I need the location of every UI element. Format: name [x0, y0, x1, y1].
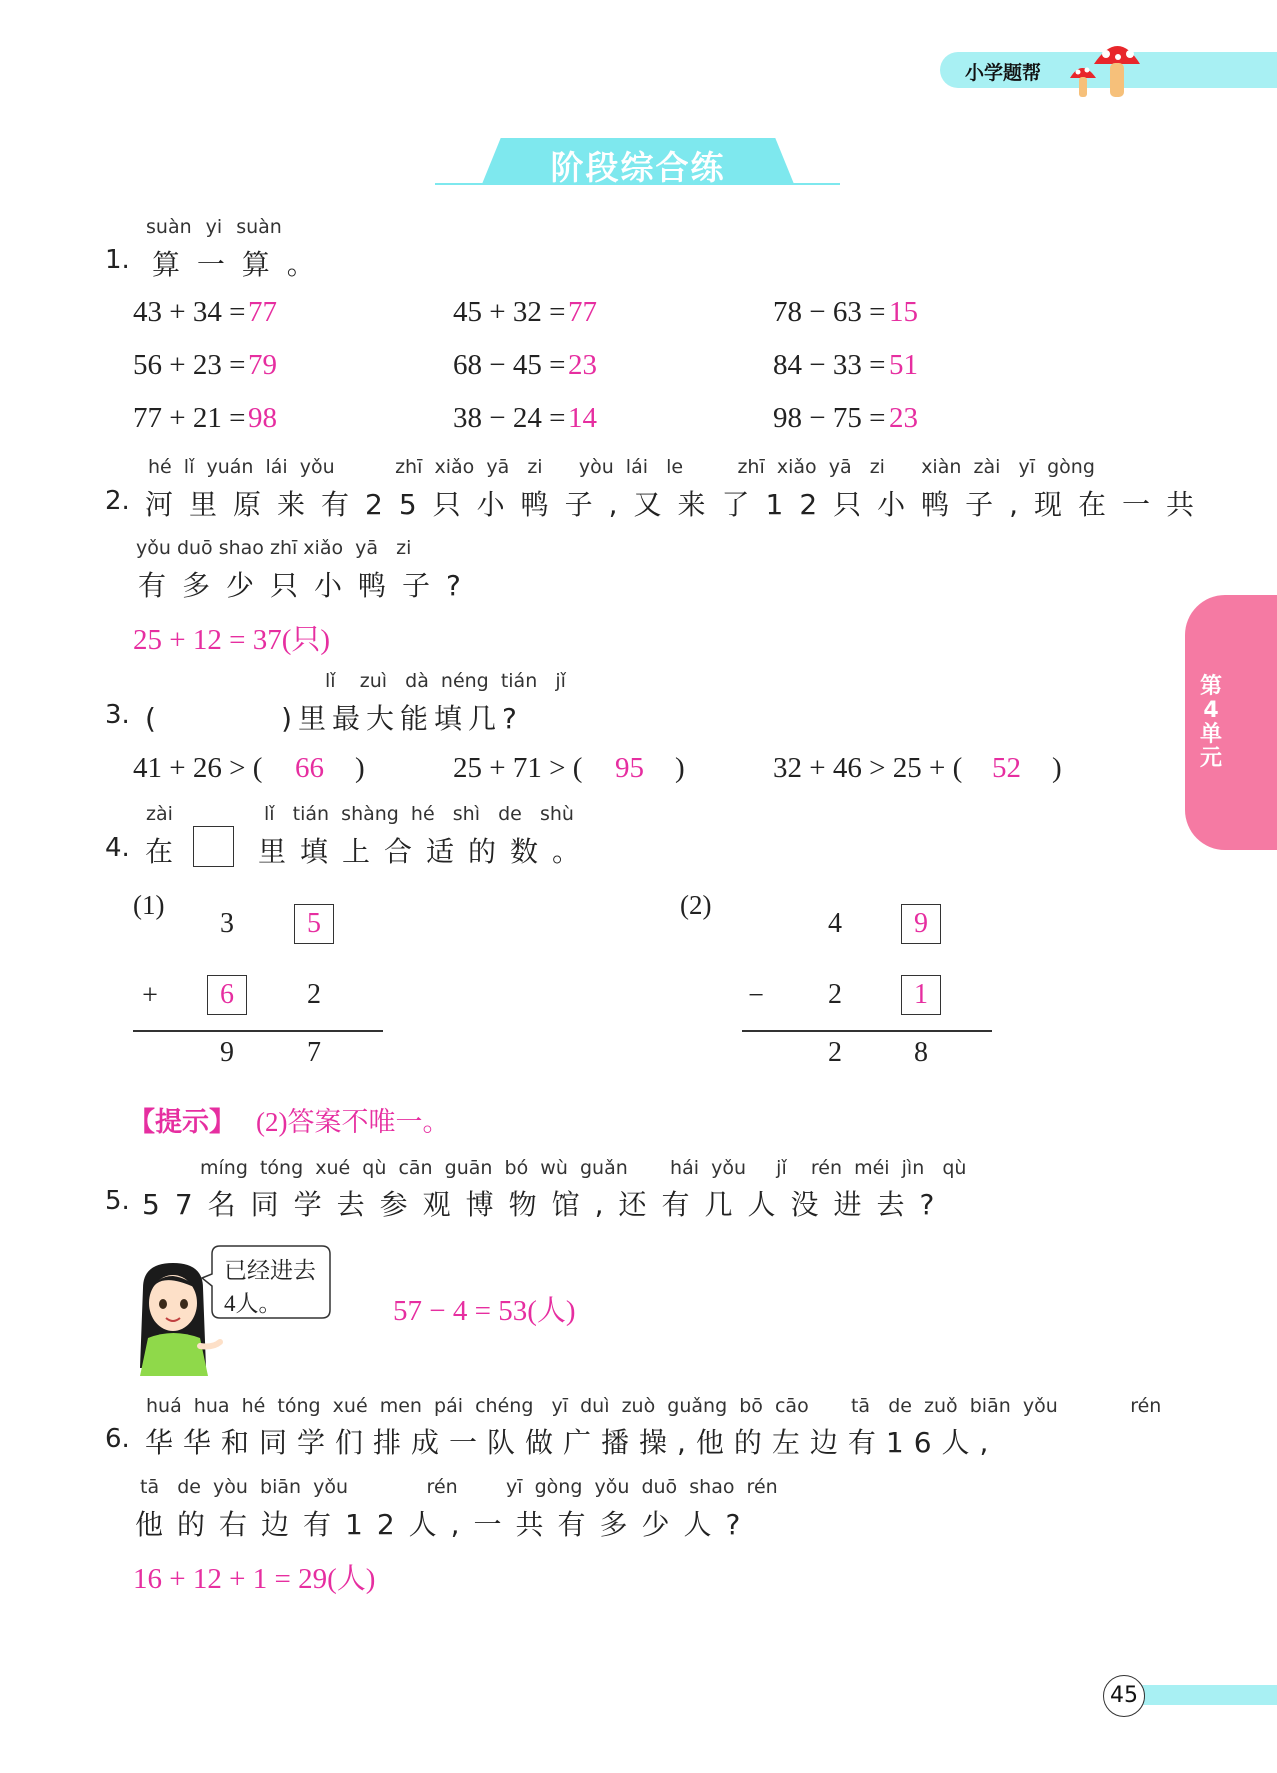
q1-expr: 77 + 21 =: [133, 402, 246, 434]
footer-bar: [1130, 1685, 1277, 1705]
q1-expr: 45 + 32 =: [453, 296, 566, 328]
q6-line1: 华华和同学们排成一队做广播操,他的左边有16人,: [145, 1426, 999, 1459]
q6-answer: 16 + 12 + 1 = 29(人): [133, 1563, 376, 1595]
q6-line2: 他的右边有12人,一共有多少人?: [135, 1508, 755, 1541]
hint-label: 【提示】: [128, 1107, 236, 1138]
q2-answer: 25 + 12 = 37(只): [133, 624, 331, 656]
q1-expr: 78 − 63 =: [773, 296, 886, 328]
q3-expr: 32 + 46 > 25 + (: [773, 752, 963, 784]
q3-answer: 52: [992, 752, 1021, 784]
q1-answer: 14: [568, 402, 597, 434]
q4-part2-label: (2): [680, 890, 712, 920]
q4-pinyin-a: zài: [146, 803, 173, 825]
q1-answer: 51: [889, 349, 918, 381]
q4-number: 4.: [105, 833, 130, 863]
section-title: 阶段综合练: [550, 148, 726, 187]
bubble-line2: 4人。: [224, 1291, 282, 1316]
q4-p2-mid-ones-box: 1: [901, 975, 941, 1015]
q3-expr: 41 + 26 > (: [133, 752, 263, 784]
q1-expr: 84 − 33 =: [773, 349, 886, 381]
q6-pinyin-line2: tā de yòu biān yǒu rén yī gòng yǒu duō shao rén: [140, 1476, 778, 1498]
q4-part1-label: (1): [133, 890, 165, 920]
q1-expr: 68 − 45 =: [453, 349, 566, 381]
q2-pinyin-line2: yǒu duō shao zhī xiǎo yā zi: [136, 537, 412, 559]
q3-pinyin: lǐ zuì dà néng tián jǐ: [325, 670, 566, 692]
q4-p1-mid-ones: 2: [307, 979, 321, 1010]
q6-pinyin-line1: huá hua hé tóng xué men pái chéng yī duì zuò guǎng bō cāo tā de zuǒ biān yǒu rén: [146, 1395, 1162, 1417]
q3-close-paren: ): [675, 752, 685, 784]
q4-p1-top-ones-box: 5: [294, 904, 334, 944]
q5-text: 57名同学去参观博物馆,还有几人没进去?: [142, 1188, 950, 1221]
q6-number: 6.: [105, 1424, 130, 1454]
q3-close-paren: ): [1052, 752, 1062, 784]
q3-text: ( )里最大能填几?: [145, 702, 523, 735]
q1-expr: 56 + 23 =: [133, 349, 246, 381]
q4-p1-result-tens: 9: [220, 1037, 234, 1068]
q2-line1: 河里原来有25只小鸭子,又来了12只小鸭子,现在一共: [145, 488, 1211, 521]
q4-p2-result-tens: 2: [828, 1037, 842, 1068]
q1-answer: 98: [248, 402, 277, 434]
q4-p2-divider: [742, 1030, 992, 1032]
q1-expr: 98 − 75 =: [773, 402, 886, 434]
q4-text-b: 里填上合适的数。: [258, 835, 595, 868]
q5-answer: 57 − 4 = 53(人): [393, 1295, 576, 1327]
q1-number: 1.: [105, 245, 130, 275]
q1-answer: 23: [568, 349, 597, 381]
q4-p1-operator: +: [142, 980, 158, 1011]
bubble-line1: 已经进去: [224, 1258, 316, 1283]
q4-p2-top-ones-box: 9: [901, 904, 941, 944]
q4-empty-box: [193, 826, 234, 867]
q3-expr: 25 + 71 > (: [453, 752, 583, 784]
q3-number: 3.: [105, 700, 130, 730]
q1-expr: 43 + 34 =: [133, 296, 246, 328]
brand-label: 小学题帮: [965, 62, 1042, 84]
q1-expr: 38 − 24 =: [453, 402, 566, 434]
page-number: 45: [1103, 1675, 1145, 1717]
q4-p1-mid-tens-box: 6: [207, 975, 247, 1015]
q2-number: 2.: [105, 486, 130, 516]
q4-p1-divider: [133, 1030, 383, 1032]
unit-label: 第4单元: [1199, 674, 1222, 771]
mushroom-icon: [1060, 28, 1150, 108]
q2-line2: 有多少只小鸭子?: [138, 569, 477, 602]
q5-pinyin: míng tóng xué qù cān guān bó wù guǎn hái yǒu jǐ rén méi jìn qù: [200, 1157, 967, 1179]
q5-number: 5.: [105, 1186, 130, 1216]
q1-answer: 23: [889, 402, 918, 434]
q4-p2-mid-tens: 2: [828, 979, 842, 1010]
q4-p2-top-tens: 4: [828, 908, 842, 939]
q1-answer: 15: [889, 296, 918, 328]
q4-p2-operator: −: [748, 980, 764, 1011]
q1-pinyin: suàn yi suàn: [146, 216, 282, 238]
q1-answer: 79: [248, 349, 277, 381]
q2-pinyin-line1: hé lǐ yuán lái yǒu zhī xiǎo yā zi yòu lái le zhī xiǎo yā zi xiàn zài yī gòng: [148, 456, 1095, 478]
q3-answer: 66: [295, 752, 324, 784]
q3-answer: 95: [615, 752, 644, 784]
q1-answer: 77: [568, 296, 597, 328]
q3-close-paren: ): [355, 752, 365, 784]
q1-answer: 77: [248, 296, 277, 328]
q4-p1-top-tens: 3: [220, 908, 234, 939]
hint-text: (2)答案不唯一。: [256, 1107, 450, 1137]
q4-p2-result-ones: 8: [914, 1037, 928, 1068]
q4-p1-result-ones: 7: [307, 1037, 321, 1068]
q4-word-a: 在: [145, 835, 194, 868]
q1-text: 算 一 算 。: [152, 248, 319, 281]
q4-pinyin-b: lǐ tián shàng hé shì de shù: [264, 803, 574, 825]
